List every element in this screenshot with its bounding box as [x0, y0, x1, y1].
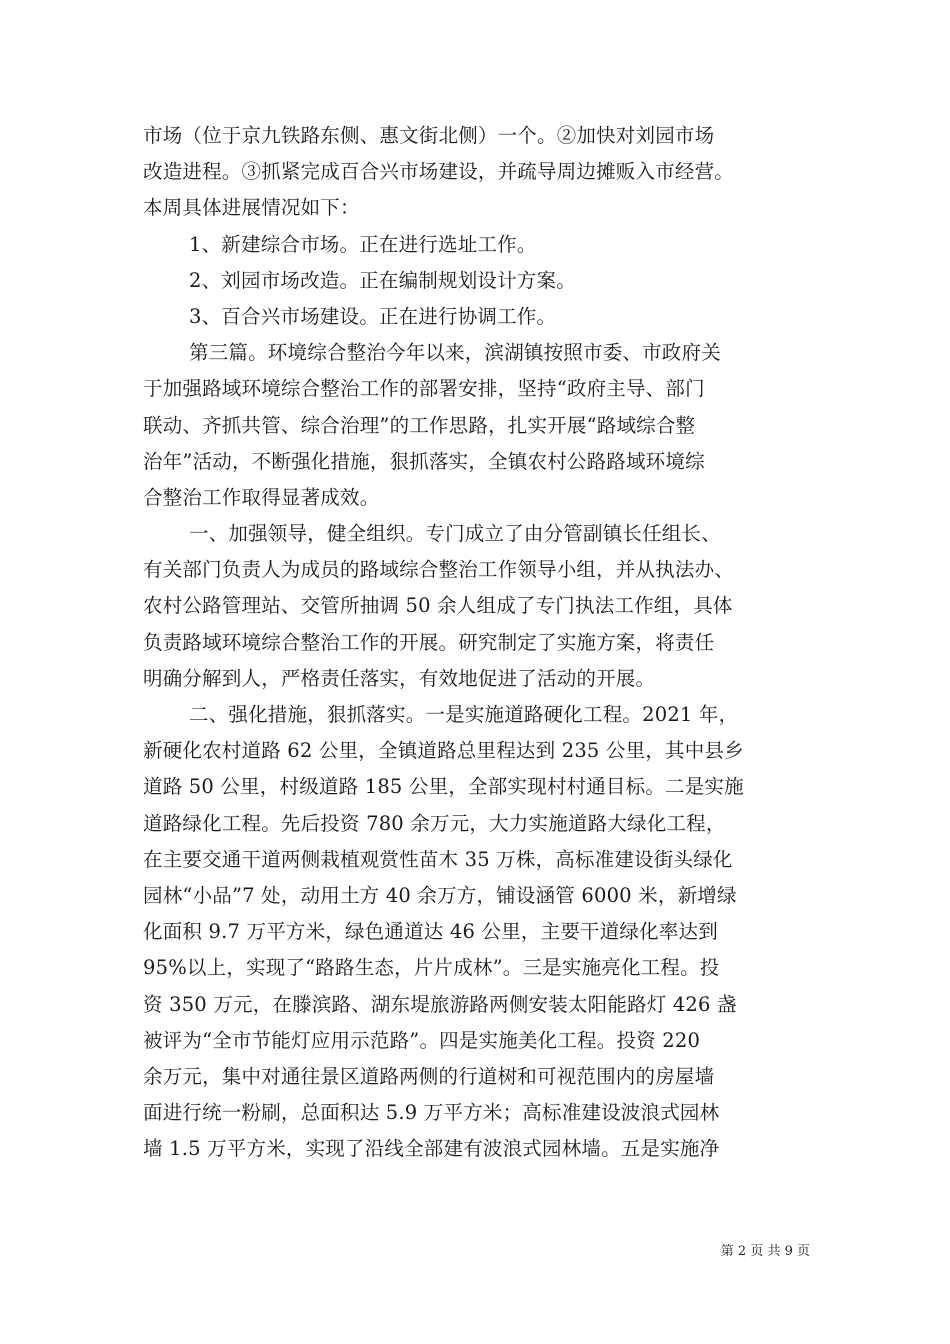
paragraph-start-line: 一、加强领导，健全组织。专门成立了由分管副镇长任组长、	[189, 522, 721, 546]
list-item: 3、百合兴市场建设。正在进行协调工作。	[189, 304, 557, 328]
text-line: 农村公路管理站、交管所抽调 50 余人组成了专门执法工作组，具体	[143, 594, 733, 618]
text-line: 改造进程。③抓紧完成百合兴市场建设，并疏导周边摊贩入市经营。	[143, 160, 735, 184]
list-item: 1、新建综合市场。正在进行选址工作。	[189, 232, 537, 256]
list-item: 2、刘园市场改造。正在编制规划设计方案。	[189, 268, 576, 292]
text-line: 有关部门负责人为成员的路域综合整治工作领导小组，并从执法办、	[143, 558, 735, 582]
text-line: 余万元，集中对通往景区道路两侧的行道树和可视范围内的房屋墙	[143, 1064, 715, 1088]
text-line: 墙 1.5 万平方米，实现了沿线全部建有波浪式园林墙。五是实施净	[143, 1137, 720, 1161]
text-line: 被评为“全市节能灯应用示范路”。四是实施美化工程。投资 220	[143, 1028, 701, 1052]
paragraph-start-line: 二、强化措施，狠抓落实。一是实施道路硬化工程。2021 年，	[189, 703, 739, 726]
text-line: 道路 50 公里，村级道路 185 公里，全部实现村村通目标。二是实施	[143, 775, 744, 799]
text-line: 市场（位于京九铁路东侧、惠文街北侧）一个。②加快对刘园市场	[143, 124, 715, 147]
text-line: 新硬化农村道路 62 公里，全镇道路总里程达到 235 公里，其中县乡	[143, 739, 744, 763]
text-line: 于加强路域环境综合整治工作的部署安排，坚持“政府主导、部门	[143, 377, 705, 401]
text-line: 化面积 9.7 万平方米，绿色通道达 46 公里，主要干道绿化率达到	[143, 920, 718, 944]
text-line: 合整治工作取得显著成效。	[143, 485, 380, 509]
text-line: 道路绿化工程。先后投资 780 余万元，大力实施道路大绿化工程，	[143, 811, 726, 835]
text-line: 园林“小品”7 处，动用土方 40 余万方，铺设涵管 6000 米，新增绿	[143, 883, 737, 907]
text-line: 负责路域环境综合整治工作的开展。研究制定了实施方案，将责任	[143, 630, 715, 654]
text-line: 明确分解到人，严格责任落实，有效地促进了活动的开展。	[143, 666, 656, 690]
text-line: 面进行统一粉刷，总面积达 5.9 万平方米；高标准建设波浪式园林	[143, 1101, 720, 1125]
document-body	[143, 118, 813, 1167]
section-heading-line: 第三篇。环境综合整治今年以来，滨湖镇按照市委、市政府关	[189, 341, 721, 365]
text-line: 在主要交通干道两侧栽植观赏性苗木 35 万株，高标准建设街头绿化	[143, 847, 733, 871]
text-line: 95%以上，实现了“路路生态，片片成林”。三是实施亮化工程。投	[143, 956, 720, 980]
page-number: 第 2 页 共 9 页	[720, 1244, 810, 1259]
text-line: 联动、齐抓共管、综合治理”的工作思路，扎实开展“路域综合整	[143, 413, 696, 437]
text-line: 资 350 万元，在滕滨路、湖东堤旅游路两侧安装太阳能路灯 426 盏	[143, 992, 737, 1016]
text-line: 本周具体进展情况如下：	[143, 196, 360, 220]
text-line: 治年”活动，不断强化措施，狠抓落实，全镇农村公路路域环境综	[143, 449, 705, 473]
